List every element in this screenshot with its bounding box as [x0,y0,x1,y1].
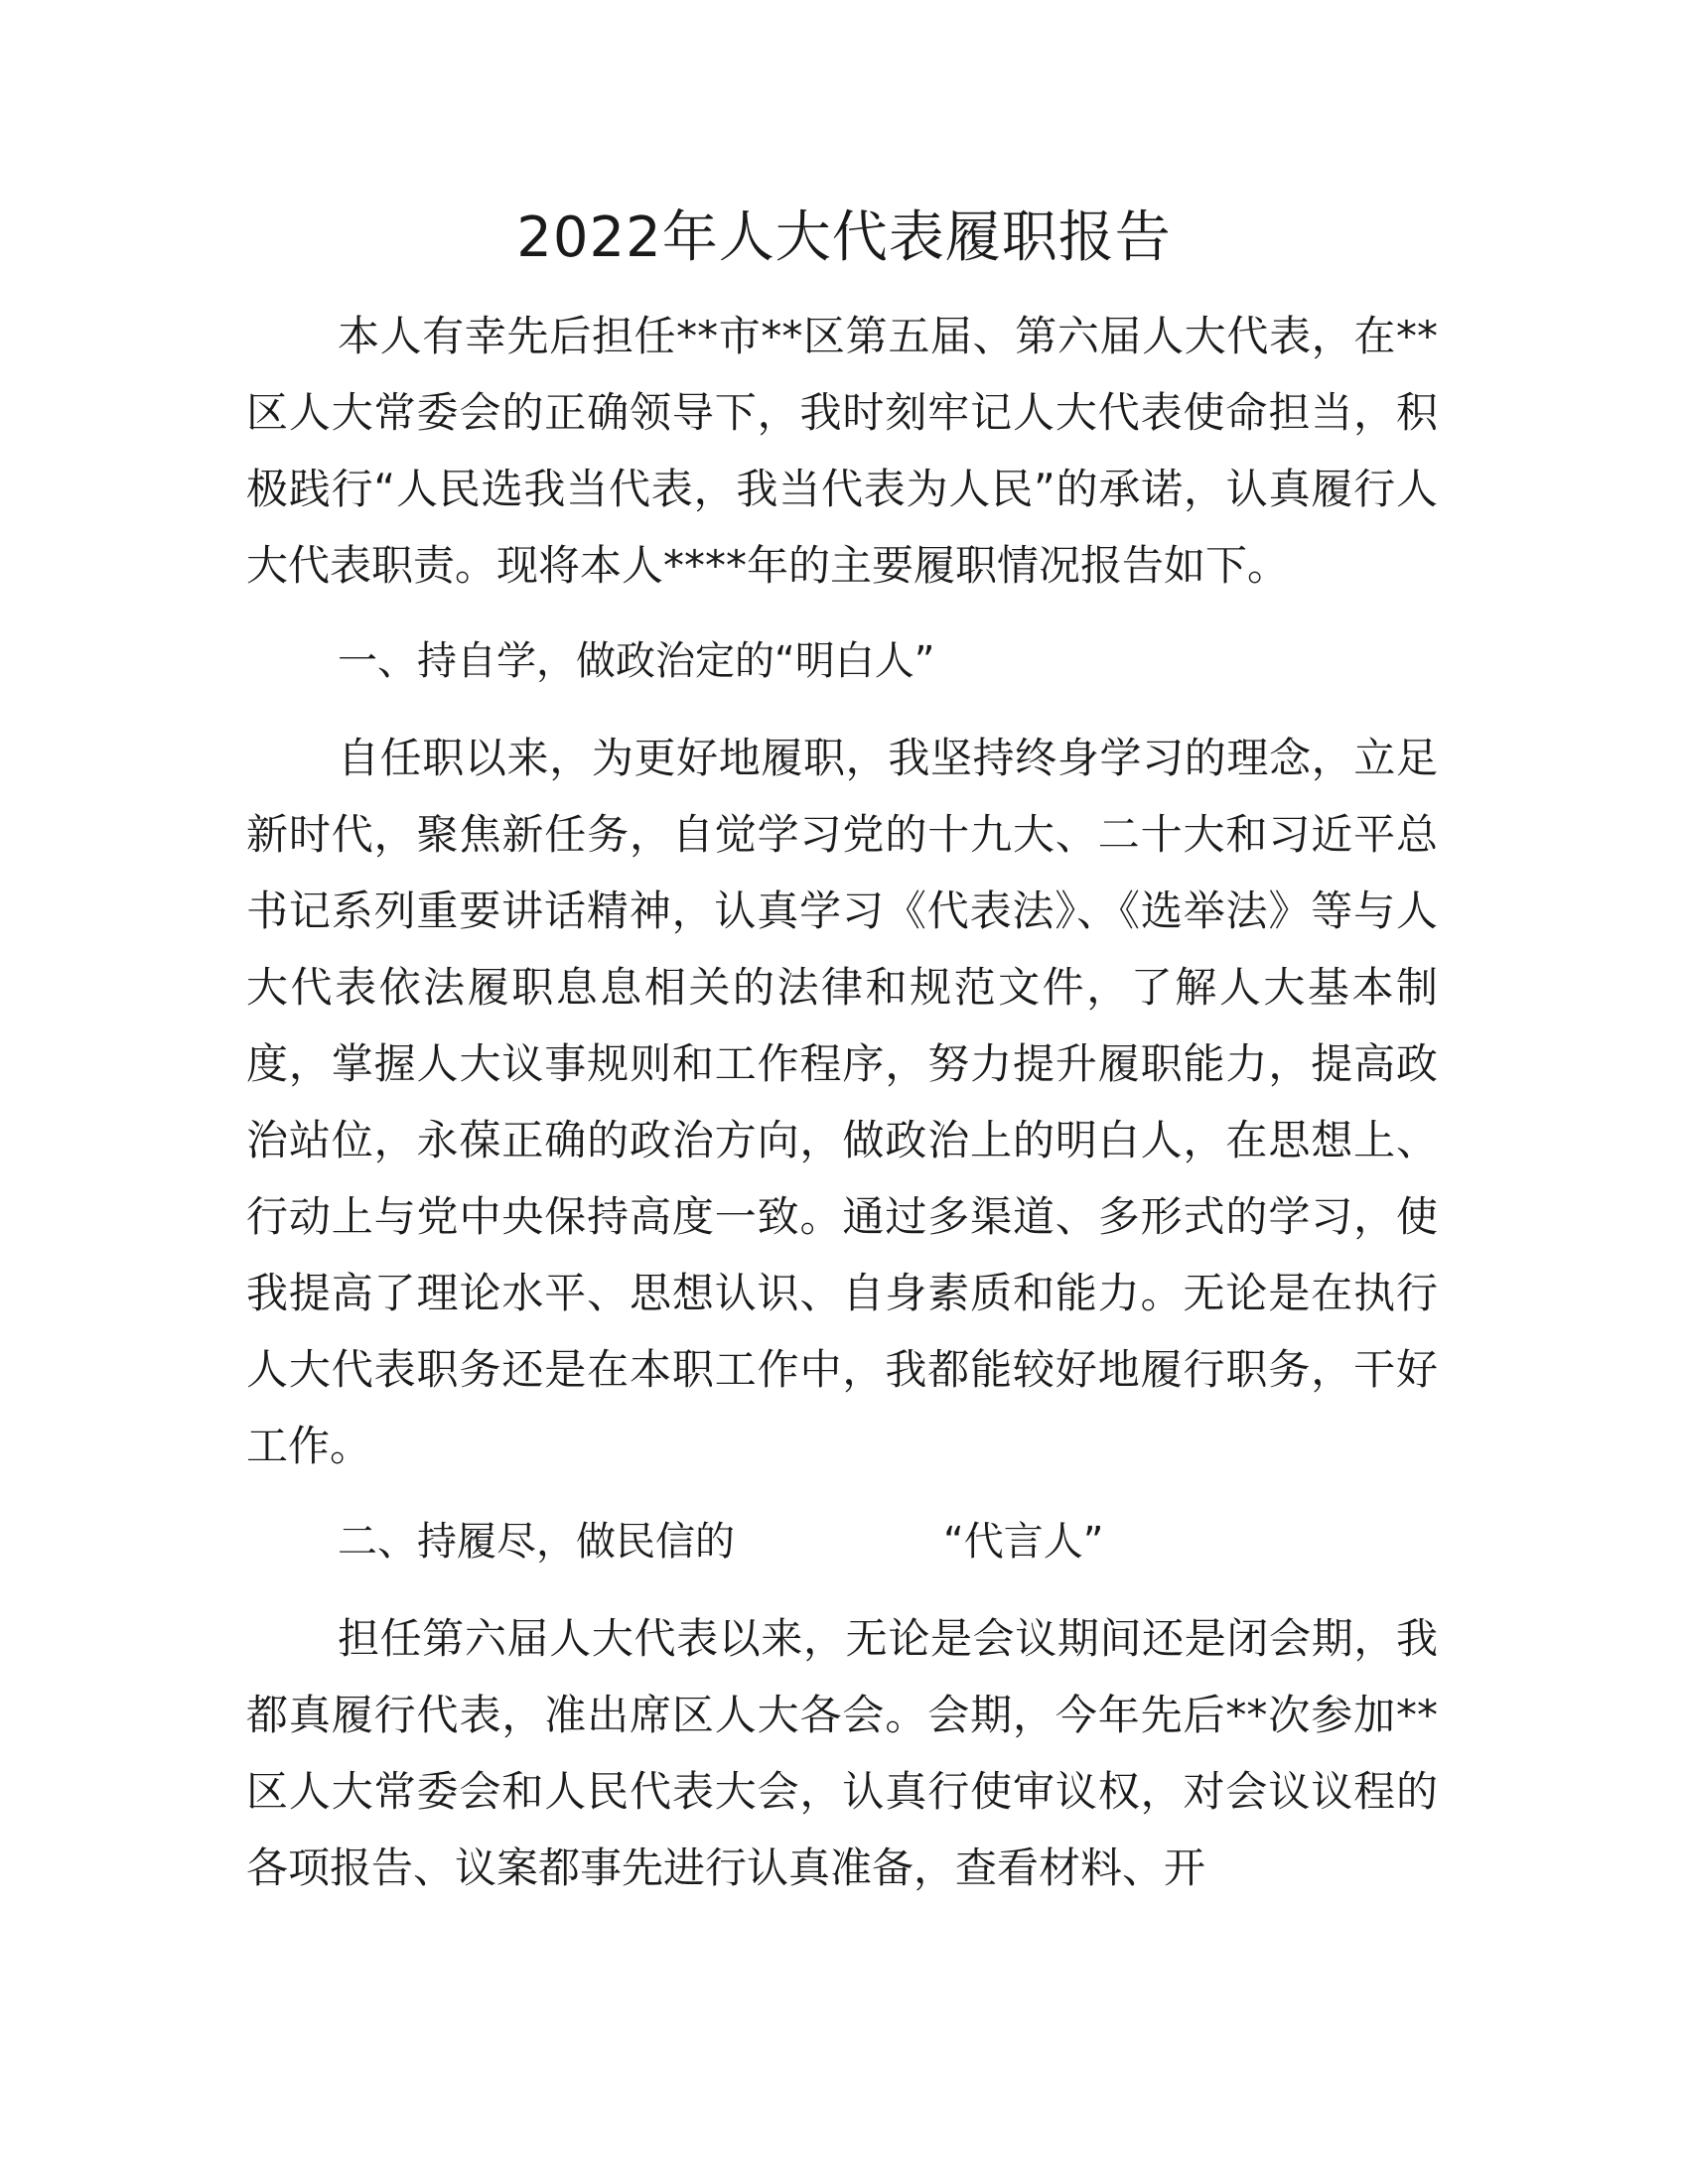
document-body [246,298,1438,1906]
document-title: 2022年人大代表履职报告 [516,205,1172,270]
paragraph-study: 自任职以来，为更好地履职，我坚持终身学习的理念，立足新时代，聚焦新任务，自觉学习党的十九大、二十大和习近平总书记系列重要讲话精神，认真学习《代表法》、《选举法》等与人大代表依法履职息息相关的法律和规范文件，了解人大基本制度，掌握人大议事规则和工作程序，努力提升履职能力，提高政治站位，永葆正确的政治方向，做政治上的明白人，在思想上、行动上与党中央保持高度一致。通过多渠道、多形式的学习，使我提高了理论水平、思想认识、自身素质和能力。无论是在执行人大代表职务还是在本职工作中，我都能较好地履行职务，干好工作。 [246,734,1438,1470]
section-heading-2-main: 二、持履尽，做民信的 [338,1519,735,1565]
paragraph-intro: 本人有幸先后担任**市**区第五届、第六届人大代表，在**区人大常委会的正确领导下，我时刻牢记人大代表使命担当，积极践行“人民选我当代表，我当代表为人民”的承诺，认真履行人大代表职责。现将本人****年的主要履职情况报告如下。 [246,312,1438,590]
section-heading-2 [246,1504,1438,1580]
section-heading-1: 一、持自学，做政治定的“明白人” [338,638,935,684]
paragraph-duty: 担任第六届人大代表以来，无论是会议期间还是闭会期，我都真履行代表，准出席区人大各会。会期，今年先后**次参加**区人大常委会和人民代表大会，认真行使审议权，对会议议程的各项报告、议案都事先进行认真准备，查看材料、开 [246,1614,1438,1892]
section-heading-2-quote: “代言人” [943,1519,1104,1565]
